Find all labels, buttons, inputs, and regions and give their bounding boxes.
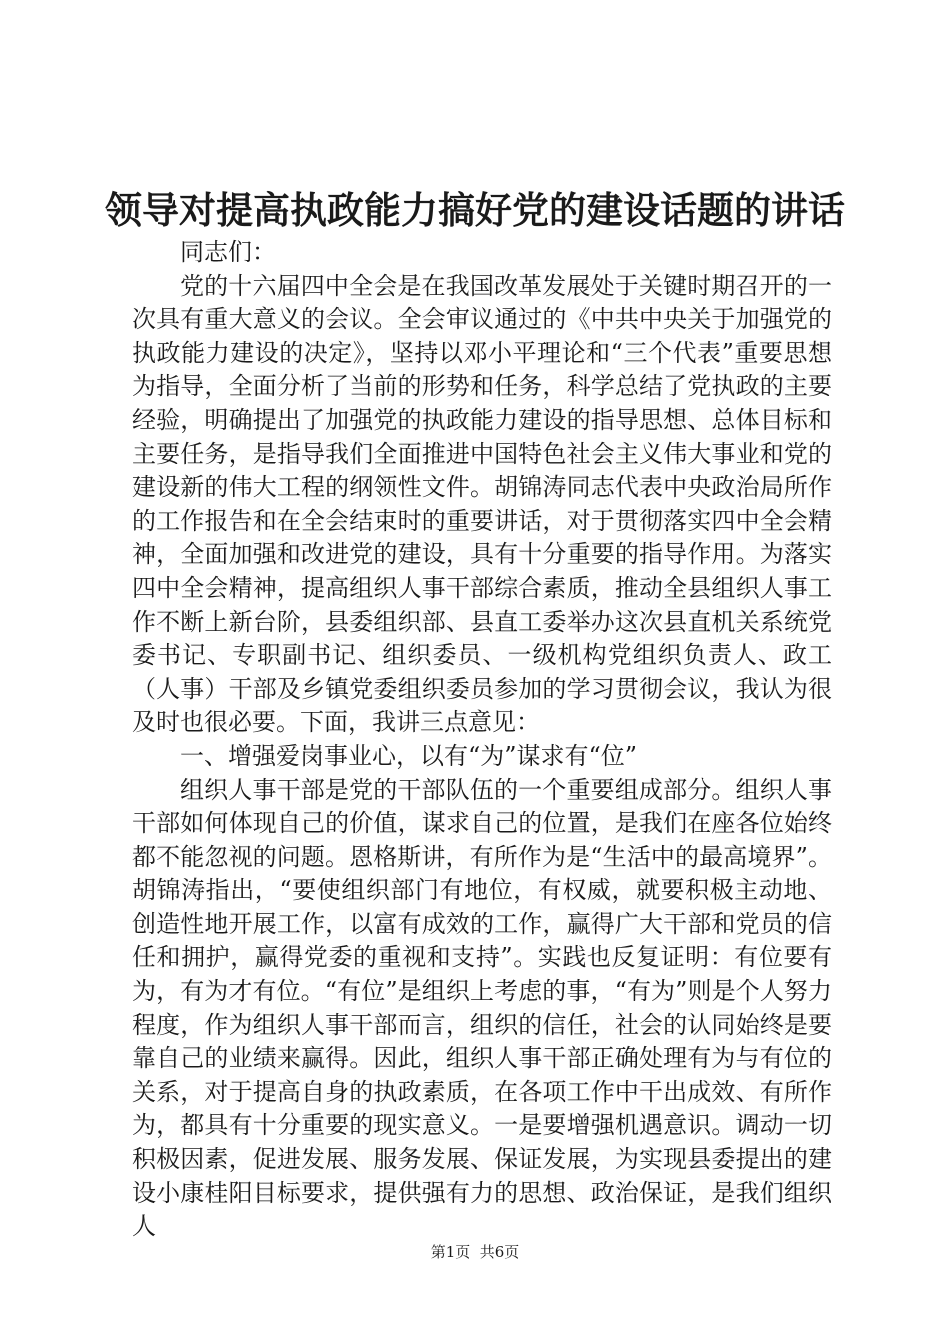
document-body — [132, 236, 832, 1244]
body-paragraph: 党的十六届四中全会是在我国改革发展处于关键时期召开的一次具有重大意义的会议。全会审议通过的《中共中央关于加强党的执政能力建设的决定》，坚持以邓小平理论和“三个代表”重要思想为指导，全面分析了当前的形势和任务，科学总结了党执政的主要经验，明确提出了加强党的执政能力建设的指导思想、总体目标和主要任务，是指导我们全面推进中国特色社会主义伟大事业和党的建设新的伟大工程的纲领性文件。胡锦涛同志代表中央政治局所作的工作报告和在全会结束时的重要讲话，对于贯彻落实四中全会精神，全面加强和改进党的建设，具有十分重要的指导作用。为落实四中全会精神，提高组织人事干部综合素质，推动全县组织人事工作不断上新台阶，县委组织部、县直工委举办这次县直机关系统党委书记、专职副书记、组织委员、一级机构党组织负责人、政工（人事）干部及乡镇党委组织委员参加的学习贯彻会议，我认为很及时也很必要。下面，我讲三点意见： — [132, 271, 832, 737]
body-paragraph: 组织人事干部是党的干部队伍的一个重要组成部分。组织人事干部如何体现自己的价值，谋求自己的位置，是我们在座各位始终都不能忽视的问题。恩格斯讲，有所作为是“生活中的最高境界”。胡锦涛指出，“要使组织部门有地位，有权威，就要积极主动地、创造性地开展工作，以富有成效的工作，赢得广大干部和党员的信任和拥护，赢得党委的重视和支持”。实践也反复证明：有位要有为，有为才有位。“有位”是组织上考虑的事，“有为”则是个人努力程度，作为组织人事干部而言，组织的信任，社会的认同始终是要靠自己的业绩来赢得。因此，组织人事干部正确处理有为与有位的关系，对于提高自身的执政素质，在各项工作中干出成效、有所作为，都具有十分重要的现实意义。一是要增强机遇意识。调动一切积极因素，促进发展、服务发展、保证发展，为实现县委提出的建设小康桂阳目标要求，提供强有力的思想、政治保证，是我们组织人 — [132, 775, 832, 1241]
salutation: 同志们： — [180, 238, 276, 266]
section-heading: 一、增强爱岗事业心，以有“为”谋求有“位” — [180, 741, 638, 770]
document-title: 领导对提高执政能力搞好党的建设话题的讲话 — [105, 188, 845, 232]
page-number-footer: 第1页 共6页 — [430, 1243, 520, 1261]
